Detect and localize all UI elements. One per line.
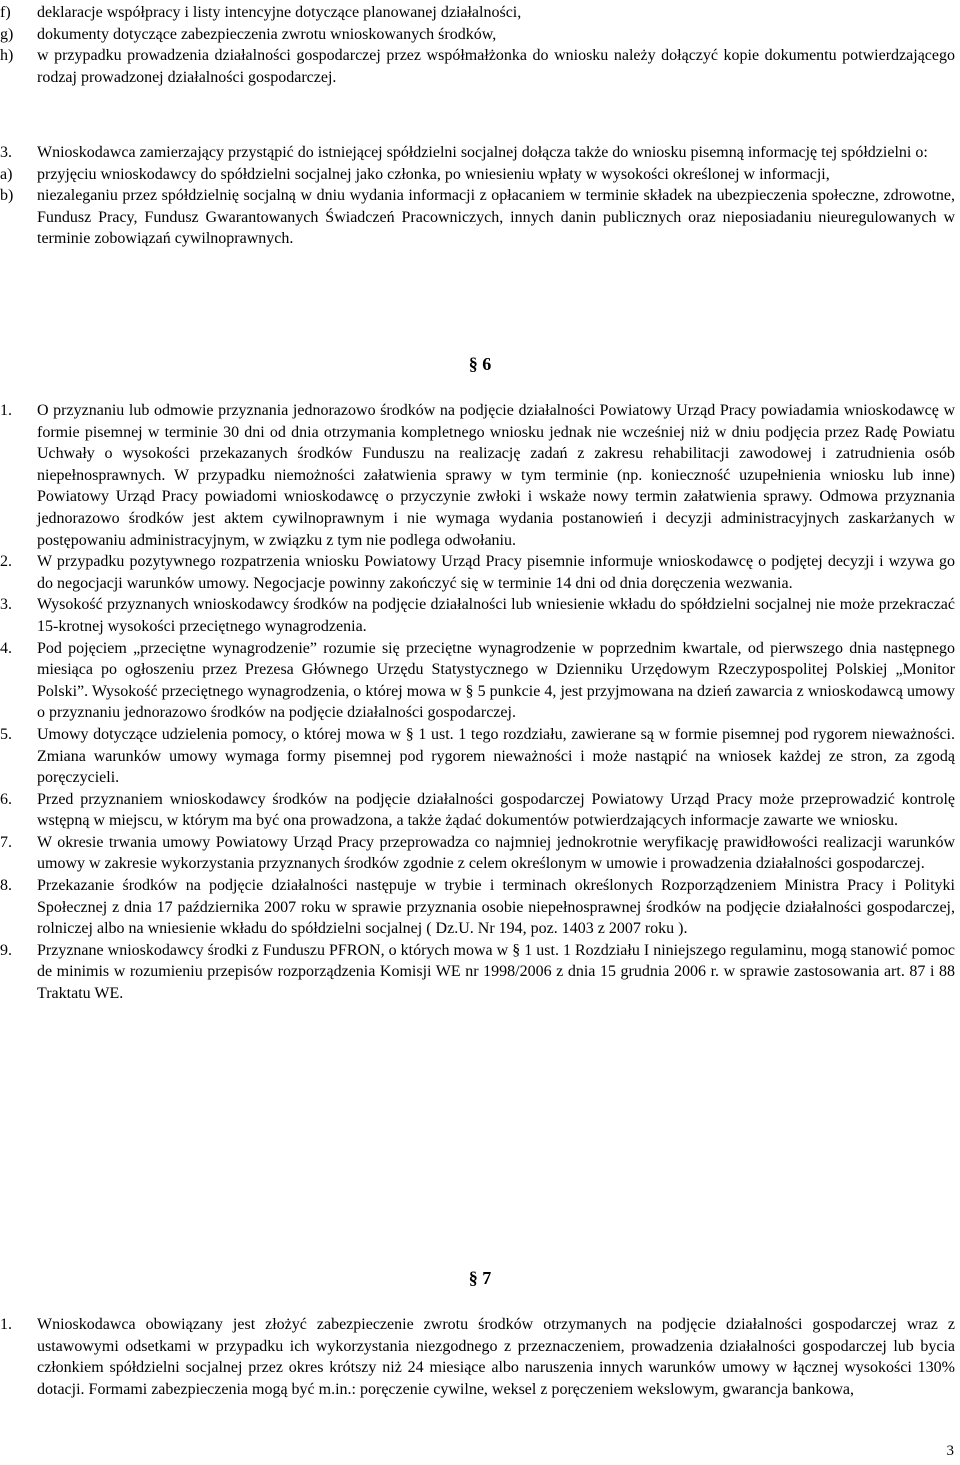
section-heading: § 7 (468, 1268, 492, 1288)
section-heading: § 6 (468, 354, 492, 374)
list-item (0, 185, 955, 250)
item-label: 3. (0, 596, 12, 614)
item-label: b) (0, 187, 14, 205)
item-label: a) (0, 165, 13, 183)
item-label: 1. (0, 1316, 12, 1333)
item-label: 2. (0, 553, 12, 571)
item-text: Wnioskodawca zamierzający przystąpić do istniejącej spółdzielni socjalnej dołącza także do wniosku pisemną informację tej spółdzielni o: (37, 144, 928, 161)
list-item (0, 142, 955, 164)
item-text: dokumenty dotyczące zabezpieczenia zwrotu wnioskowanych środków, (37, 25, 497, 43)
list-item (0, 400, 955, 551)
item-text: Przekazanie środków na podjęcie działalności następuje w trybie i terminach określonych Rozporządzeniem Ministra Pracy i Polityki Społecznej z dnia 17 października 2007 roku w sprawie przyznania osobie niepełnosprawnej środków na podjęcie działalności gospodarczej, rolniczej albo na wniesienie wkładu do spółdzielni socjalnej ( Dz.U. Nr 194, poz. 1403 z 2007 roku ). (37, 877, 955, 938)
list-item (0, 1314, 955, 1400)
page-number: 3 (946, 1443, 954, 1459)
item-text: Przyznane wnioskodawcy środki z Funduszu PFRON, o których mowa w § 1 ust. 1 Rozdziału I niniejszego regulaminu, mogą stanowić pomoc de minimis w rozumieniu przepisów rozporządzenia Komisji WE nr 1998/2006 z dnia 15 grudnia 2006 r. w sprawie zastosowania art. 87 i 88 Traktatu WE. (37, 941, 955, 1003)
item-text: W okresie trwania umowy Powiatowy Urząd Pracy przeprowadza co najmniej jednokrotnie weryfikację prawidłowości realizacji warunków umowy w zakresie wykorzystania przyznanych środków zgodnie z celem określonym w umowie i prowadzenia działalności gospodarczej. (37, 833, 955, 873)
item-label: 9. (0, 941, 12, 959)
item-label: 6. (0, 790, 12, 808)
section-6-list (0, 400, 955, 1005)
attachments-list (0, 2, 955, 88)
list-item (0, 2, 955, 24)
list-item (0, 45, 955, 88)
list-item (0, 832, 955, 875)
item-label: g) (0, 25, 14, 43)
item-text: Wnioskodawca obowiązany jest złożyć zabezpieczenie zwrotu środków otrzymanych na podjęcie działalności gospodarczej wraz z ustawowymi odsetkami w przypadku ich wykorzystania niezgodnego z przeznaczeniem, prowadzenia działalności gospodarczej lub bycia członkiem spółdzielni socjalnej przez okres krótszy niż 24 miesiące albo naruszenia innych warunków umowy w łącznej wysokości 130% dotacji. Formami zabezpieczenia mogą być m.in.: poręczenie cywilne, weksel z poręczeniem wekslowym, gwarancja bankowa, (37, 1316, 955, 1398)
item-text: w przypadku prowadzenia działalności gospodarczej przez współmałżonka do wniosku należy dołączyć kopie dokumentu potwierdzającego rodzaj prowadzonej działalności gospodarczej. (37, 47, 955, 86)
list-item (0, 940, 955, 1005)
item-label: 8. (0, 877, 12, 895)
item-label: 3. (0, 144, 12, 161)
item-text: Wysokość przyznanych wnioskodawcy środków na podjęcie działalności lub wniesienie wkładu do spółdzielni socjalnej nie może przekraczać 15-krotnej wysokości przeciętnego wynagrodzenia. (37, 596, 955, 635)
list-item (0, 24, 955, 46)
list-item (0, 638, 955, 724)
section-7-list (0, 1314, 955, 1400)
list-item (0, 594, 955, 637)
list-item (0, 724, 955, 789)
list-item (0, 164, 955, 186)
item-text: Przed przyznaniem wnioskodawcy środków na podjęcie działalności gospodarczej Powiatowy Urząd Pracy może przeprowadzić kontrolę wstępną w miejscu, w którym ma być ona prowadzona, a także żądać dokumentów potwierdzających informacje zawarte we wniosku. (37, 790, 955, 830)
item-text: przyjęciu wnioskodawcy do spółdzielni socjalnej jako członka, po wniesieniu wpłaty w wysokości określonej w informacji, (37, 165, 830, 183)
item-label: 5. (0, 725, 12, 743)
item-label: h) (0, 47, 14, 65)
item-label: f) (0, 4, 11, 21)
list-item (0, 789, 955, 832)
item-text: Pod pojęciem „przeciętne wynagrodzenie” rozumie się przeciętne wynagrodzenie w poprzednim kwartale, od pierwszego dnia następnego miesiąca po ogłoszeniu przez Prezesa Głównego Urzędu Statystycznego w Dzienniku Urzędowym Rzeczypospolitej Polskiej „Monitor Polski”. Wysokość przeciętnego wynagrodzenia, o której mowa w § 5 punkcie 4, jest przyjmowana na dzień zawarcia z wnioskodawcą umowy o przyznaniu jednorazowo środków na podjęcie działalności gospodarczej. (37, 639, 955, 722)
item-text: deklaracje współpracy i listy intencyjne dotyczące planowanej działalności, (37, 4, 522, 21)
item-text: W przypadku pozytywnego rozpatrzenia wniosku Powiatowy Urząd Pracy pisemnie informuje wnioskodawcę o podjętej decyzji i wzywa go do negocjacji warunków umowy. Negocjacje powinny zakończyć się w terminie 14 dni od dnia doręczenia wezwania. (37, 553, 955, 592)
point-3 (0, 142, 955, 250)
item-text: niezaleganiu przez spółdzielnię socjalną w dniu wydania informacji z opłacaniem w terminie składek na ubezpieczenia społeczne, zdrowotne, Fundusz Pracy, Fundusz Gwarantowanych Świadczeń Pracowniczych, innych danin publicznych oraz nieposiadaniu nieuregulowanych w terminie zobowiązań cywilnoprawnych. (37, 187, 955, 248)
item-label: 1. (0, 402, 12, 419)
list-item (0, 875, 955, 940)
item-label: 4. (0, 639, 12, 657)
list-item (0, 551, 955, 594)
item-text: Umowy dotyczące udzielenia pomocy, o której mowa w § 1 ust. 1 tego rozdziału, zawierane są w formie pisemnej pod rygorem nieważności. Zmiana warunków umowy wymaga formy pisemnej pod rygorem nieważności i może nastąpić na wniosek każdej ze stron, za zgodą poręczycieli. (37, 725, 955, 787)
item-label: 7. (0, 833, 12, 851)
item-text: O przyznaniu lub odmowie przyznania jednorazowo środków na podjęcie działalności Powiatowy Urząd Pracy powiadamia wnioskodawcę w formie pisemnej w terminie 30 dni od dnia otrzymania kompletnego wniosku jednak nie wcześniej niż w dniu podjęcia przez Radę Powiatu Uchwały o wysokości przekazanych środków Funduszu na realizację zadań z zakresu rehabilitacji zawodowej i zatrudnienia osób niepełnosprawnych. W przypadku niemożności załatwienia sprawy w tym terminie (np. konieczność uzupełnienia wniosku lub inne) Powiatowy Urząd Pracy powiadomi wnioskodawcę o przyczynie zwłoki i wskaże nowy termin załatwienia sprawy. Odmowa przyznania jednorazowo środków jest aktem cywilnoprawnym i nie wymaga wydania postanowień i decyzji administracyjnych zaskarżanych w postępowaniu administracyjnym, w związku z tym nie podlega odwołaniu. (37, 402, 955, 549)
